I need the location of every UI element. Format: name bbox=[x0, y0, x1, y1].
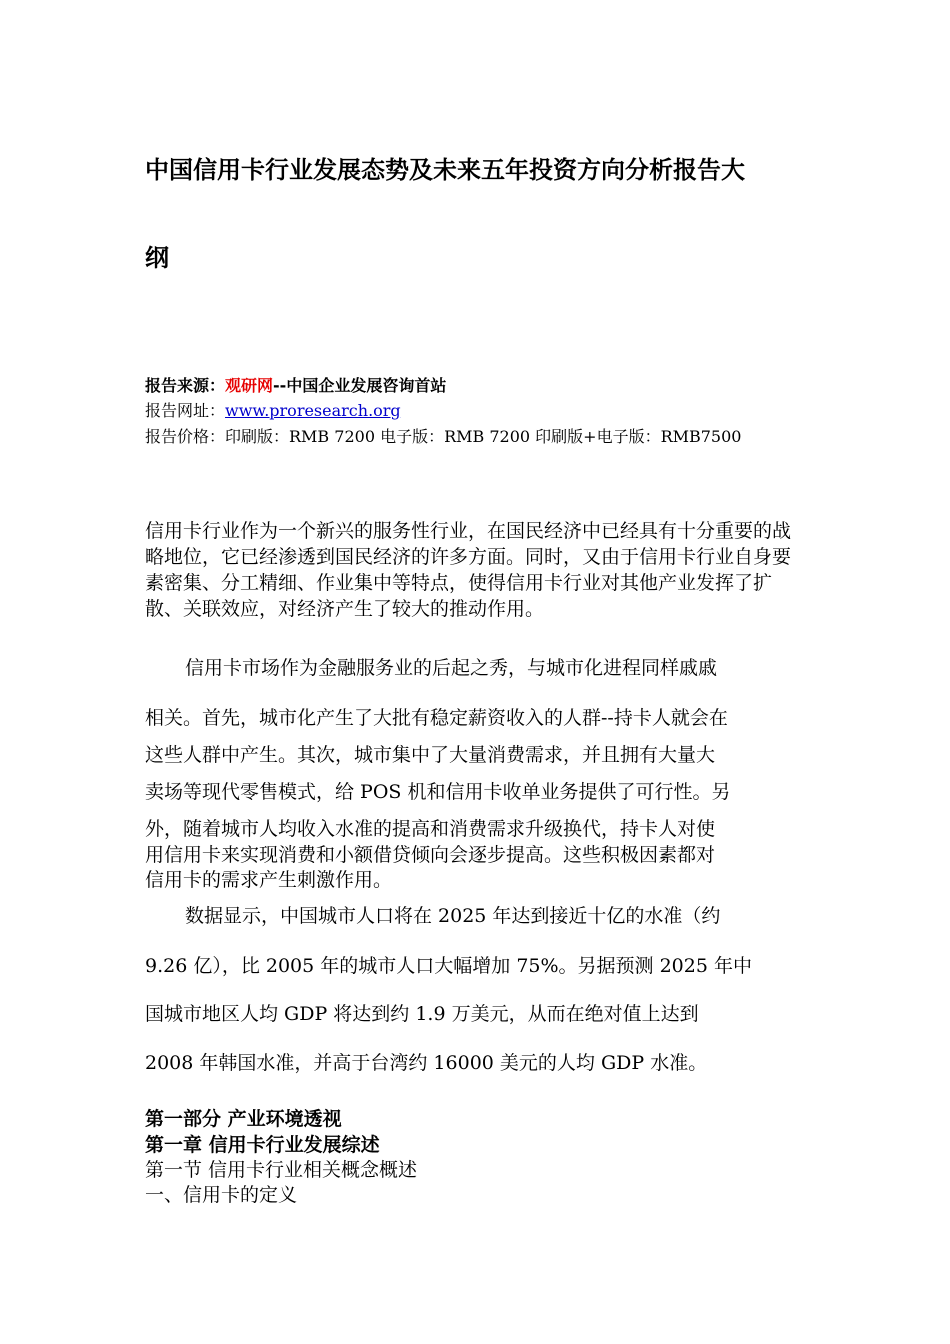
outline-item: 一、信用卡的定义 bbox=[145, 1184, 298, 1206]
paragraph-3-line: 9.26 亿），比 2005 年的城市人口大幅增加 75%。另据预测 2025 年中 bbox=[145, 955, 752, 977]
intro-paragraph: 信用卡行业作为一个新兴的服务性行业，在国民经济中已经具有十分重要的战略地位，它已经渗透到国民经济的许多方面。同时，又由于信用卡行业自身要素密集、分工精细、作业集中等特点，使得信用卡行业对其他产业发挥了扩散、关联效应，对经济产生了较大的推动作用。 bbox=[145, 520, 792, 620]
report-price: 报告价格：印刷版：RMB 7200 电子版：RMB 7200 印刷版+电子版：RMB7500 bbox=[145, 427, 742, 446]
paragraph-2-line: 相关。首先，城市化产生了大批有稳定薪资收入的人群--持卡人就会在 bbox=[145, 707, 728, 729]
paragraph-3-line: 国城市地区人均 GDP 将达到约 1.9 万美元，从而在绝对值上达到 bbox=[145, 1003, 699, 1025]
paragraph-2-line: 信用卡的需求产生刺激作用。 bbox=[145, 869, 393, 891]
paragraph-2-line: 卖场等现代零售模式，给 POS 机和信用卡收单业务提供了可行性。另 bbox=[145, 781, 731, 803]
outline-section: 第一节 信用卡行业相关概念概述 bbox=[145, 1159, 418, 1181]
source-label: 报告来源： bbox=[145, 376, 226, 395]
report-source bbox=[145, 374, 825, 398]
paragraph-3-line: 2008 年韩国水准，并高于台湾约 16000 美元的人均 GDP 水准。 bbox=[145, 1052, 708, 1074]
source-description: --中国企业发展咨询首站 bbox=[273, 376, 447, 395]
url-label: 报告网址： bbox=[145, 401, 226, 420]
source-brand[interactable]: 观研网 bbox=[225, 376, 274, 395]
report-title-line-2: 纲 bbox=[145, 244, 169, 272]
paragraph-2-line: 信用卡市场作为金融服务业的后起之秀，与城市化进程同样戚戚 bbox=[185, 657, 718, 679]
report-title-line-1: 中国信用卡行业发展态势及未来五年投资方向分析报告大 bbox=[145, 156, 745, 184]
paragraph-2-line: 这些人群中产生。其次，城市集中了大量消费需求，并且拥有大量大 bbox=[145, 744, 716, 766]
paragraph-3-line: 数据显示，中国城市人口将在 2025 年达到接近十亿的水准（约 bbox=[185, 905, 721, 927]
outline-part-heading: 第一部分 产业环境透视 bbox=[145, 1108, 342, 1130]
paragraph-2-line: 外，随着城市人均收入水准的提高和消费需求升级换代，持卡人对使 bbox=[145, 818, 716, 840]
outline-chapter-heading: 第一章 信用卡行业发展综述 bbox=[145, 1134, 380, 1156]
url-link[interactable]: www.proresearch.org bbox=[225, 401, 401, 420]
report-url bbox=[145, 399, 825, 423]
paragraph-2-line: 用信用卡来实现消费和小额借贷倾向会逐步提高。这些积极因素都对 bbox=[145, 844, 716, 866]
